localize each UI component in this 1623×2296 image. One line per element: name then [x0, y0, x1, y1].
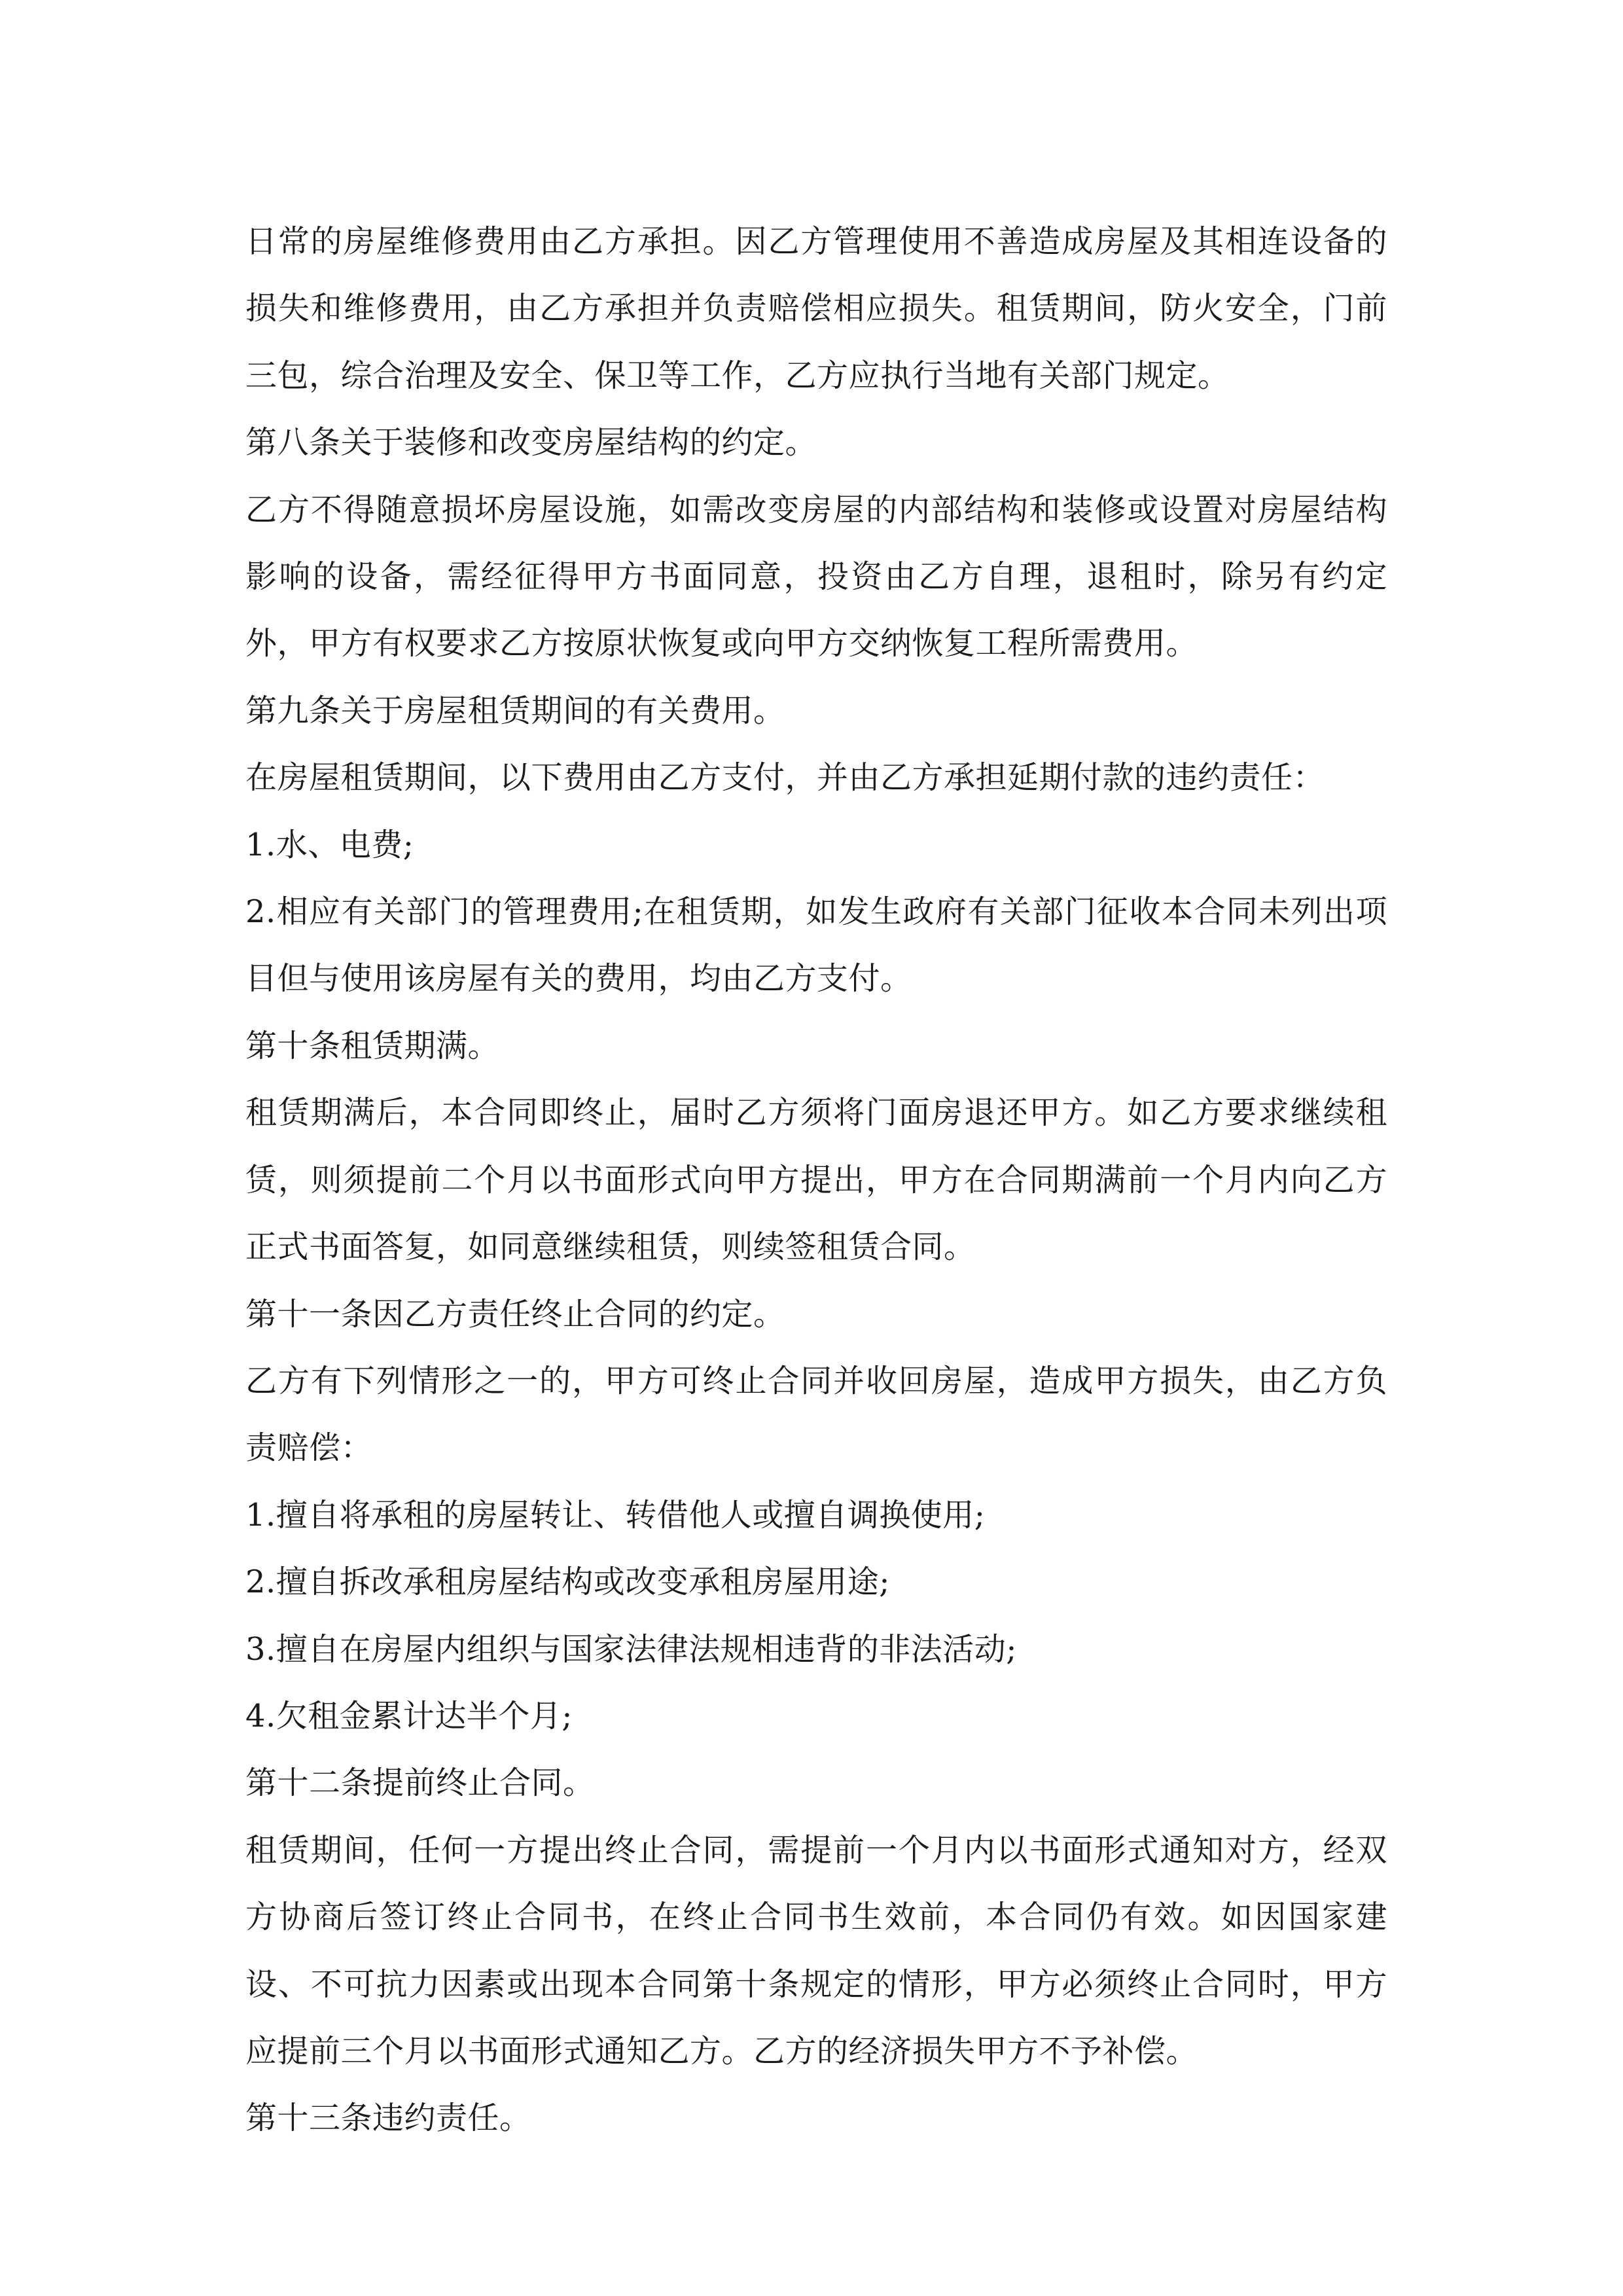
- list-item-condition-3: 3.擅自在房屋内组织与国家法律法规相违背的非法活动;: [245, 1630, 1017, 1668]
- list-item-condition-4: 4.欠租金累计达半个月;: [245, 1697, 573, 1734]
- paragraph-termination-conditions: 乙方有下列情形之一的，甲方可终止合同并收回房屋，造成甲方损失，由乙方负责赔偿：: [245, 1362, 1387, 1467]
- list-item-fee-1: 1.水、电费;: [245, 826, 414, 863]
- list-item-fee-2: 2.相应有关部门的管理费用;在租赁期，如发生政府有关部门征收本合同未列出项目但与使用该房屋有关的费用，均由乙方支付。: [245, 893, 1387, 997]
- heading-article-11: 第十一条因乙方责任终止合同的约定。: [245, 1295, 785, 1333]
- paragraph-maintenance-cost: 日常的房屋维修费用由乙方承担。因乙方管理使用不善造成房屋及其相连设备的损失和维修费用，由乙方承担并负责赔偿相应损失。租赁期间，防火安全，门前三包，综合治理及安全、保卫等工作，乙方应执行当地有关部门规定。: [245, 223, 1387, 394]
- paragraph-lease-expiry: 租赁期满后，本合同即终止，届时乙方须将门面房退还甲方。如乙方要求继续租赁，则须提前二个月以书面形式向甲方提出，甲方在合同期满前一个月内向乙方正式书面答复，如同意继续租赁，则续签租赁合同。: [245, 1094, 1387, 1266]
- list-item-condition-2: 2.擅自拆改承租房屋结构或改变承租房屋用途;: [245, 1564, 890, 1601]
- paragraph-fees-intro: 在房屋租赁期间，以下费用由乙方支付，并由乙方承担延期付款的违约责任：: [245, 759, 1325, 797]
- heading-article-12: 第十二条提前终止合同。: [245, 1765, 595, 1802]
- document-page: [245, 208, 1387, 2152]
- heading-article-8: 第八条关于装修和改变房屋结构的约定。: [245, 424, 817, 461]
- heading-article-13: 第十三条违约责任。: [245, 2100, 531, 2137]
- paragraph-early-termination: 租赁期间，任何一方提出终止合同，需提前一个月内以书面形式通知对方，经双方协商后签订终止合同书，在终止合同书生效前，本合同仍有效。如因国家建设、不可抗力因素或出现本合同第十条规定的情形，甲方必须终止合同时，甲方应提前三个月以书面形式通知乙方。乙方的经济损失甲方不予补偿。: [245, 1831, 1387, 2070]
- heading-article-9: 第九条关于房屋租赁期间的有关费用。: [245, 692, 785, 729]
- heading-article-10: 第十条租赁期满。: [245, 1027, 500, 1064]
- list-item-condition-1: 1.擅自将承租的房屋转让、转借他人或擅自调换使用;: [245, 1496, 986, 1534]
- paragraph-renovation: 乙方不得随意损坏房屋设施，如需改变房屋的内部结构和装修或设置对房屋结构影响的设备，需经征得甲方书面同意，投资由乙方自理，退租时，除另有约定外，甲方有权要求乙方按原状恢复或向甲方交纳恢复工程所需费用。: [245, 491, 1387, 662]
